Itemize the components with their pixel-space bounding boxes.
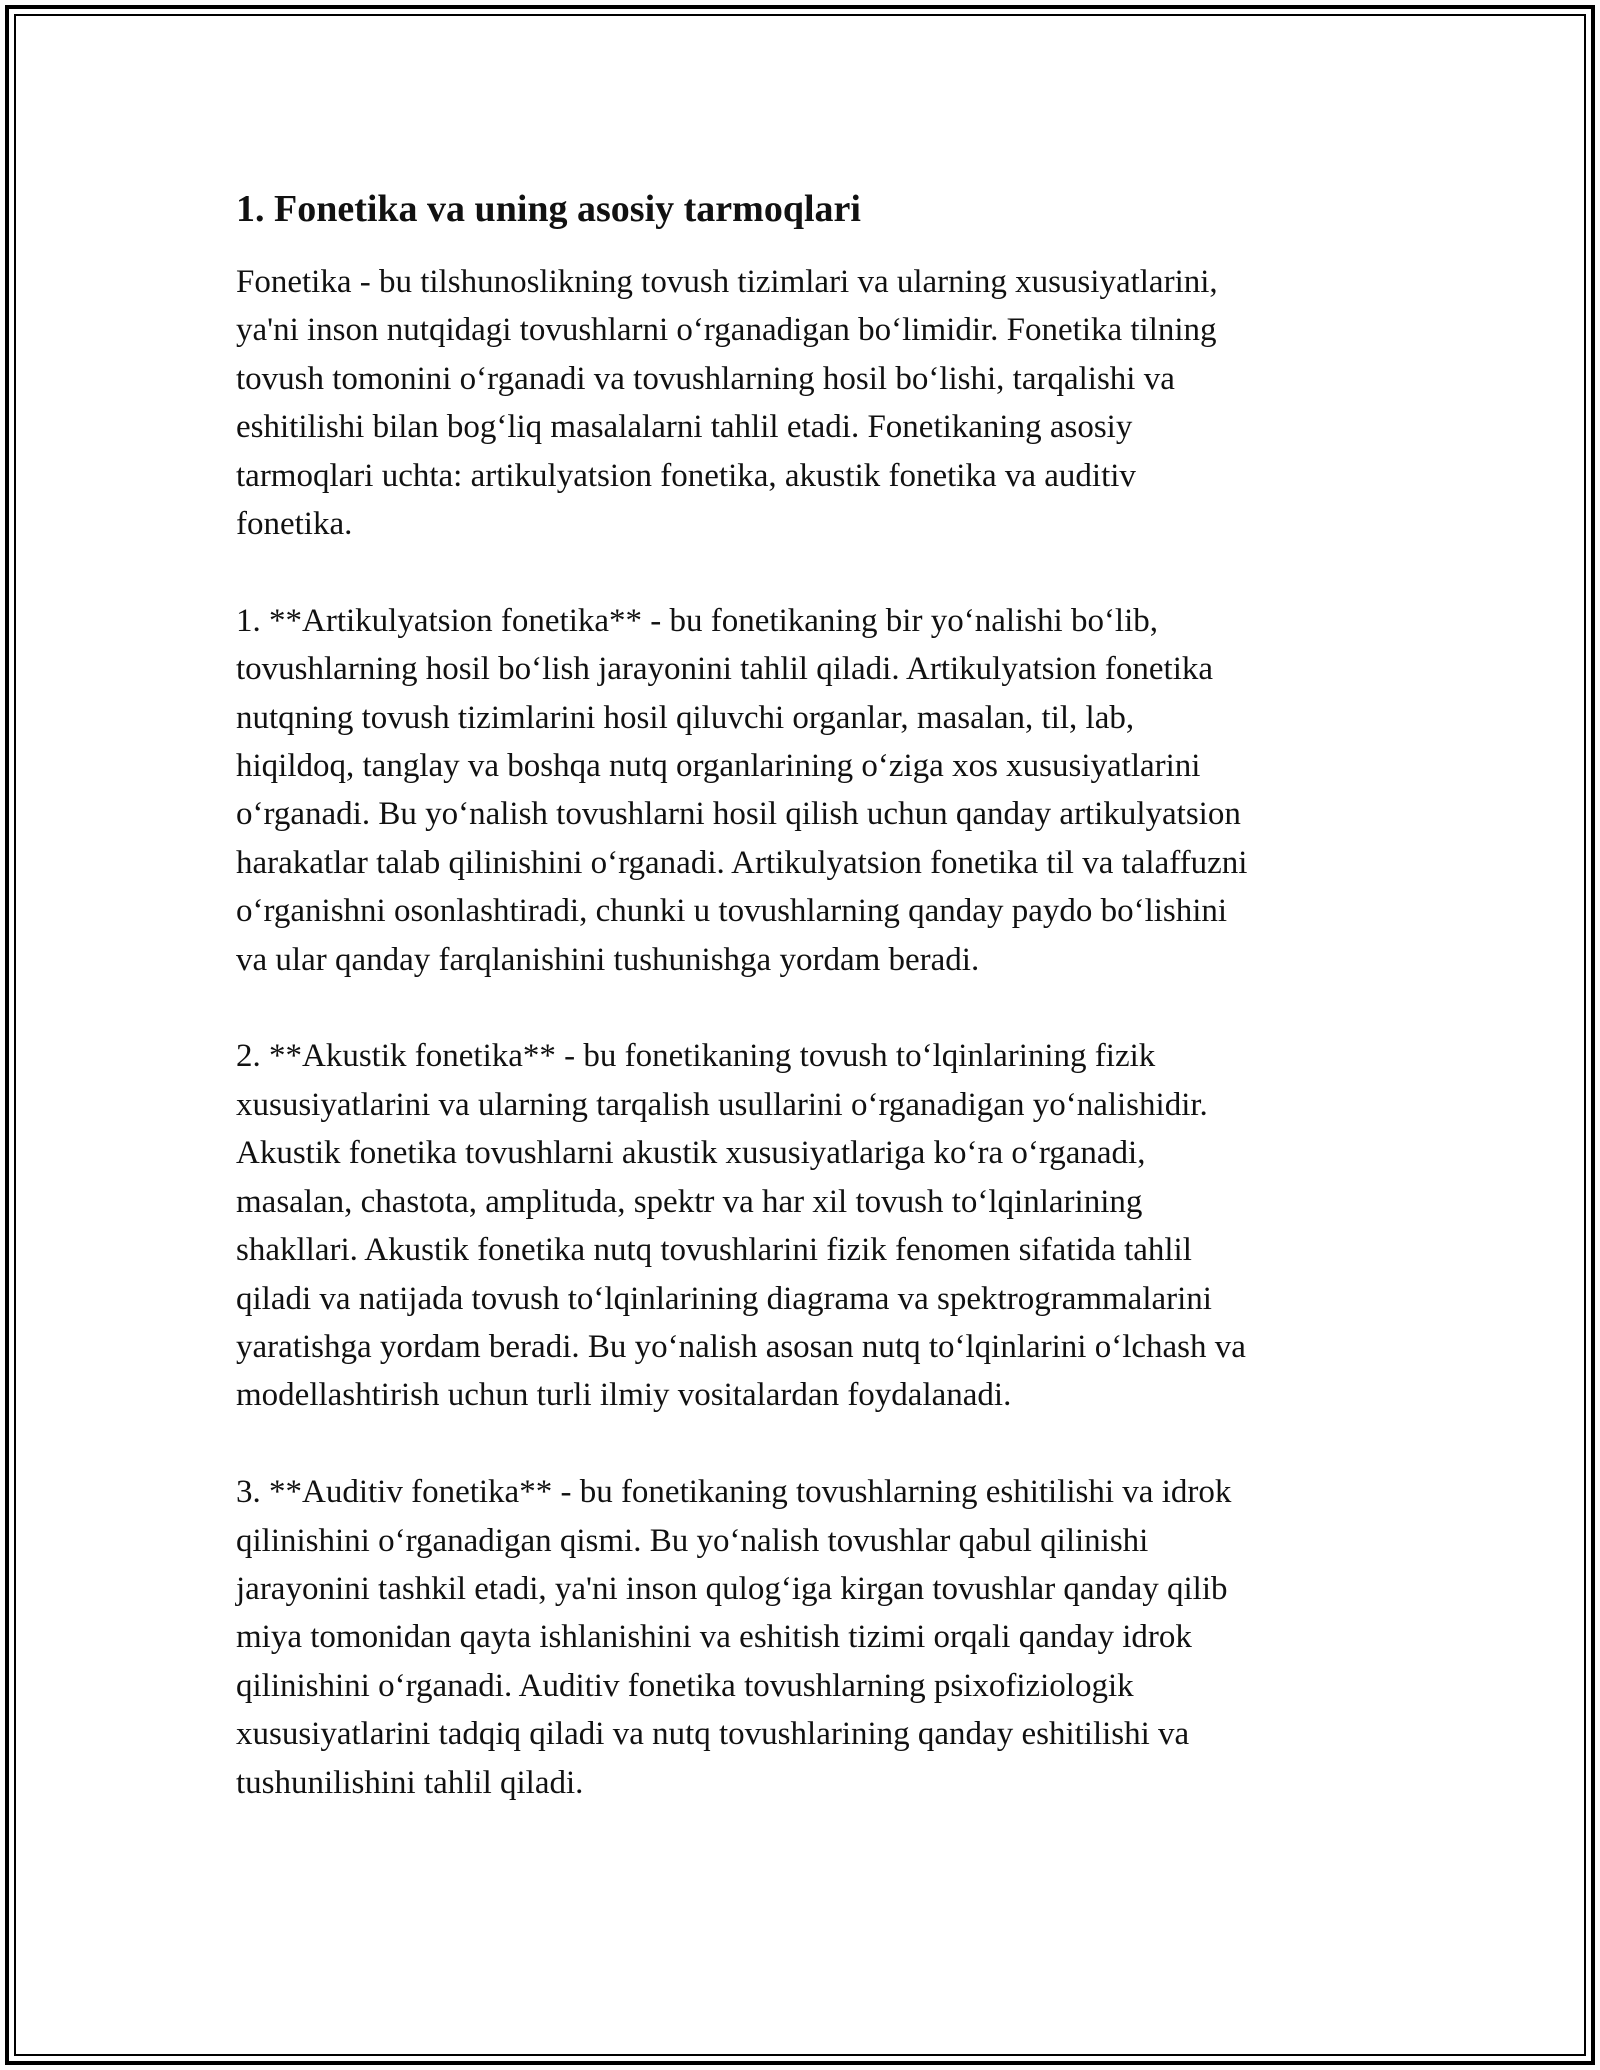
intro-paragraph: Fonetika - bu tilshunoslikning tovush tizimlari va ularning xususiyatlarini, ya'ni inson nutqidagi tovushlarni o‘rganadigan bo‘limidir. Fonetika tilning tovush tomonini o‘rganadi va tovushlarning hosil bo‘lishi, tarqalishi va eshitilishi bilan bog‘liq masalalarni tahlil etadi. Fonetikaning asosiy tarmoqlari uchta: artikulyatsion fonetika, akustik fonetika va auditiv fonetika. xyxy=(236,264,1218,543)
acoustic-phonetics-paragraph: 2. **Akustik fonetika** - bu fonetikaning tovush to‘lqinlarining fizik xususiyatlarini va ularning tarqalish usullarini o‘rganadigan yo‘nalishidir. Akustik fonetika tovushlarni akustik xususiyatlariga ko‘ra o‘rganadi, masalan, chastota, amplituda, spektr va har xil tovush to‘lqinlarining shakllari. Akustik fonetika nutq tovushlarini fizik fenomen sifatida tahlil qiladi va natijada tovush to‘lqinlarining diagrama va spektrogrammalarini yaratishga yordam beradi. Bu yo‘nalish asosan nutq to‘lqinlarini o‘lchash va modellashtirish uchun turli ilmiy vositalardan foydalanadi. xyxy=(236,1038,1246,1414)
document-body xyxy=(236,186,1376,1855)
section-heading: 1. Fonetika va uning asosiy tarmoqlari xyxy=(236,188,861,230)
auditory-phonetics-paragraph: 3. **Auditiv fonetika** - bu fonetikaning tovushlarning eshitilishi va idrok qilinishini o‘rganadigan qismi. Bu yo‘nalish tovushlar qabul qilinishi jarayonini tashkil etadi, ya'ni inson qulog‘iga kirgan tovushlar qanday qilib miya tomonidan qayta ishlanishini va eshitish tizimi orqali qanday idrok qilinishini o‘rganadi. Auditiv fonetika tovushlarning psixofiziologik xususiyatlarini tadqiq qiladi va nutq tovushlarining qanday eshitilishi va tushunilishini tahlil qiladi. xyxy=(236,1474,1232,1801)
articulatory-phonetics-paragraph: 1. **Artikulyatsion fonetika** - bu fonetikaning bir yo‘nalishi bo‘lib, tovushlarning hosil bo‘lish jarayonini tahlil qiladi. Artikulyatsion fonetika nutqning tovush tizimlarini hosil qiluvchi organlar, masalan, til, lab, hiqildoq, tanglay va boshqa nutq organlarining o‘ziga xos xususiyatlarini o‘rganadi. Bu yo‘nalish tovushlarni hosil qilish uchun qanday artikulyatsion harakatlar talab qilinishini o‘rganadi. Artikulyatsion fonetika til va talaffuzni o‘rganishni osonlashtiradi, chunki u tovushlarning qanday paydo bo‘lishini va ular qanday farqlanishini tushunishga yordam beradi. xyxy=(236,602,1248,978)
